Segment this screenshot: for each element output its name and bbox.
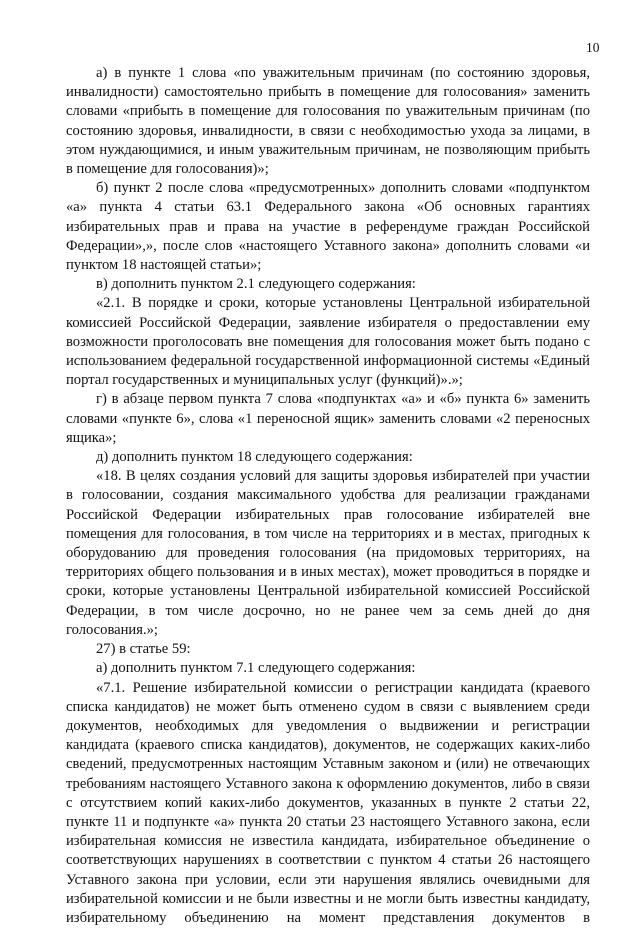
paragraph-amendment-a-item-7-1-intro: а) дополнить пунктом 7.1 следующего содержания: — [66, 659, 590, 678]
paragraph-amendment-g-item-7: г) в абзаце первом пункта 7 слова «подпунктах «а» и «б» пункта 6» заменить словами «пункте 6», слова «1 переносной ящик» заменить словами «2 переносных ящика»; — [66, 390, 590, 448]
paragraph-amendment-d-intro: д) дополнить пунктом 18 следующего содержания: — [66, 448, 590, 467]
paragraph-item-7-1-text: «7.1. Решение избирательной комиссии о регистрации кандидата (краевого списка кандидатов) не может быть отменено судом в связи с выявлением среди документов, необходимых для уведомления о выдвижении и регистрации кандидата (краевого списка кандидатов), документов, не содержащих каких-либо сведений, предусмотренных настоящим Уставным законом и (или) не отвечающих требованиям настоящего Уставного закона к оформлению документов, либо в связи с отсутствием копий каких-либо документов, указанных в пункте 2 статьи 22, пункте 11 и подпункте «а» пункта 20 статьи 23 настоящего Уставного закона, если избирательная комиссия не известила кандидата, избирательное объединение о соответствующих нарушениях в соответствии с пунктом 4 статьи 26 настоящего Уставного закона при условии, если эти нарушения являлись очевидными для избирательной комиссии и не были известны и не могли быть известны кандидату, избирательному объединению на момент представления документов в — [66, 679, 590, 928]
page-number: 10 — [586, 40, 600, 56]
paragraph-item-18-text: «18. В целях создания условий для защиты здоровья избирателей при участии в голосовании, создания максимального удобства для реализации гражданами Российской Федерации избирательных прав голосование избирателей вне помещения для голосования, в том числе на территориях и в местах, пригодных к оборудованию для проведения голосования (на придомовых территориях, на территориях общего пользования и в иных местах), может проводиться в порядке и сроки, которые установлены Центральной избирательной комиссией Российской Федерации, в том числе досрочно, но не ранее чем за семь дней до дня голосования.»; — [66, 467, 590, 640]
paragraph-item-2-1-text: «2.1. В порядке и сроки, которые установлены Центральной избирательной комиссией Российской Федерации, заявление избирателя о предоставлении ему возможности проголосовать вне помещения для голосования может быть подано с использованием федеральной государственной информационной системы «Единый портал государственных и муниципальных услуг (функций)».»; — [66, 294, 590, 390]
paragraph-amendment-a-item-1: а) в пункте 1 слова «по уважительным причинам (по состоянию здоровья, инвалидности) самостоятельно прибыть в помещение для голосования» заменить словами «прибыть в помещение для голосования по уважительным причинам (по состоянию здоровья, инвалидности, в связи с необходимостью ухода за лицами, в этом нуждающимися, и иным уважительным причинам, не позволяющим прибыть в помещение для голосования)»; — [66, 64, 590, 179]
document-body — [66, 64, 590, 928]
paragraph-amendment-v-intro: в) дополнить пунктом 2.1 следующего содержания: — [66, 275, 590, 294]
paragraph-article-59-heading: 27) в статье 59: — [66, 640, 590, 659]
paragraph-amendment-b-item-2: б) пункт 2 после слова «предусмотренных» дополнить словами «подпунктом «а» пункта 4 статьи 63.1 Федерального закона «Об основных гарантиях избирательных прав и права на участие в референдуме граждан Российской Федерации»,», после слов «настоящего Уставного закона» дополнить словами «и пунктом 18 настоящей статьи»; — [66, 179, 590, 275]
